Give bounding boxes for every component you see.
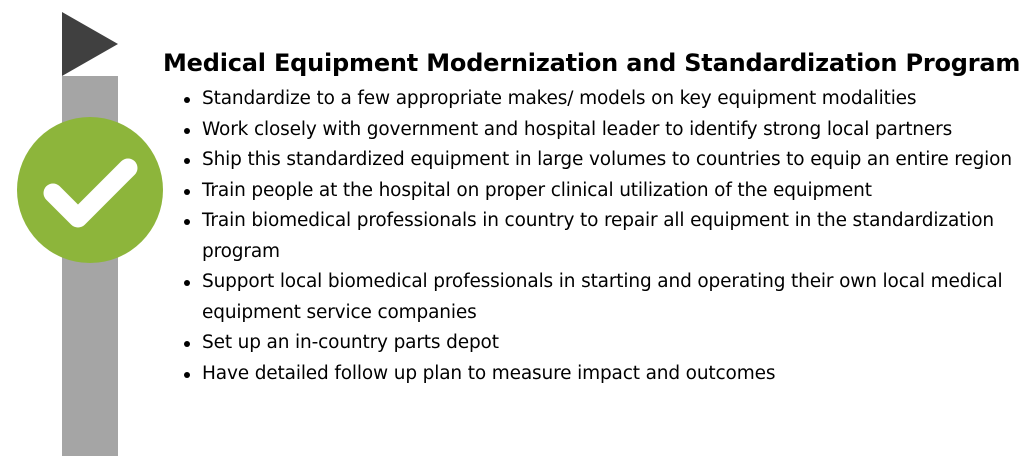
list-item: Train people at the hospital on proper clinical utilization of the equipment bbox=[163, 176, 1013, 207]
list-item: Work closely with government and hospital leader to identify strong local partners bbox=[163, 115, 1013, 146]
page-title: Medical Equipment Modernization and Standardization Program bbox=[163, 49, 1021, 77]
list-item: Train biomedical professionals in country to repair all equipment in the standardization program bbox=[163, 206, 1013, 267]
checkmark-svg bbox=[17, 117, 163, 263]
checkmark-icon bbox=[17, 117, 163, 263]
list-item: Set up an in-country parts depot bbox=[163, 328, 1013, 359]
program-content bbox=[163, 48, 1021, 389]
list-item: Support local biomedical professionals in starting and operating their own local medical equipment service companies bbox=[163, 267, 1013, 328]
list-item: Standardize to a few appropriate makes/ models on key equipment modalities bbox=[163, 84, 1013, 115]
list-item: Have detailed follow up plan to measure impact and outcomes bbox=[163, 359, 1013, 390]
triangle-flag-icon bbox=[62, 12, 118, 76]
bullet-list bbox=[163, 84, 1013, 389]
list-item: Ship this standardized equipment in large volumes to countries to equip an entire region bbox=[163, 145, 1013, 176]
